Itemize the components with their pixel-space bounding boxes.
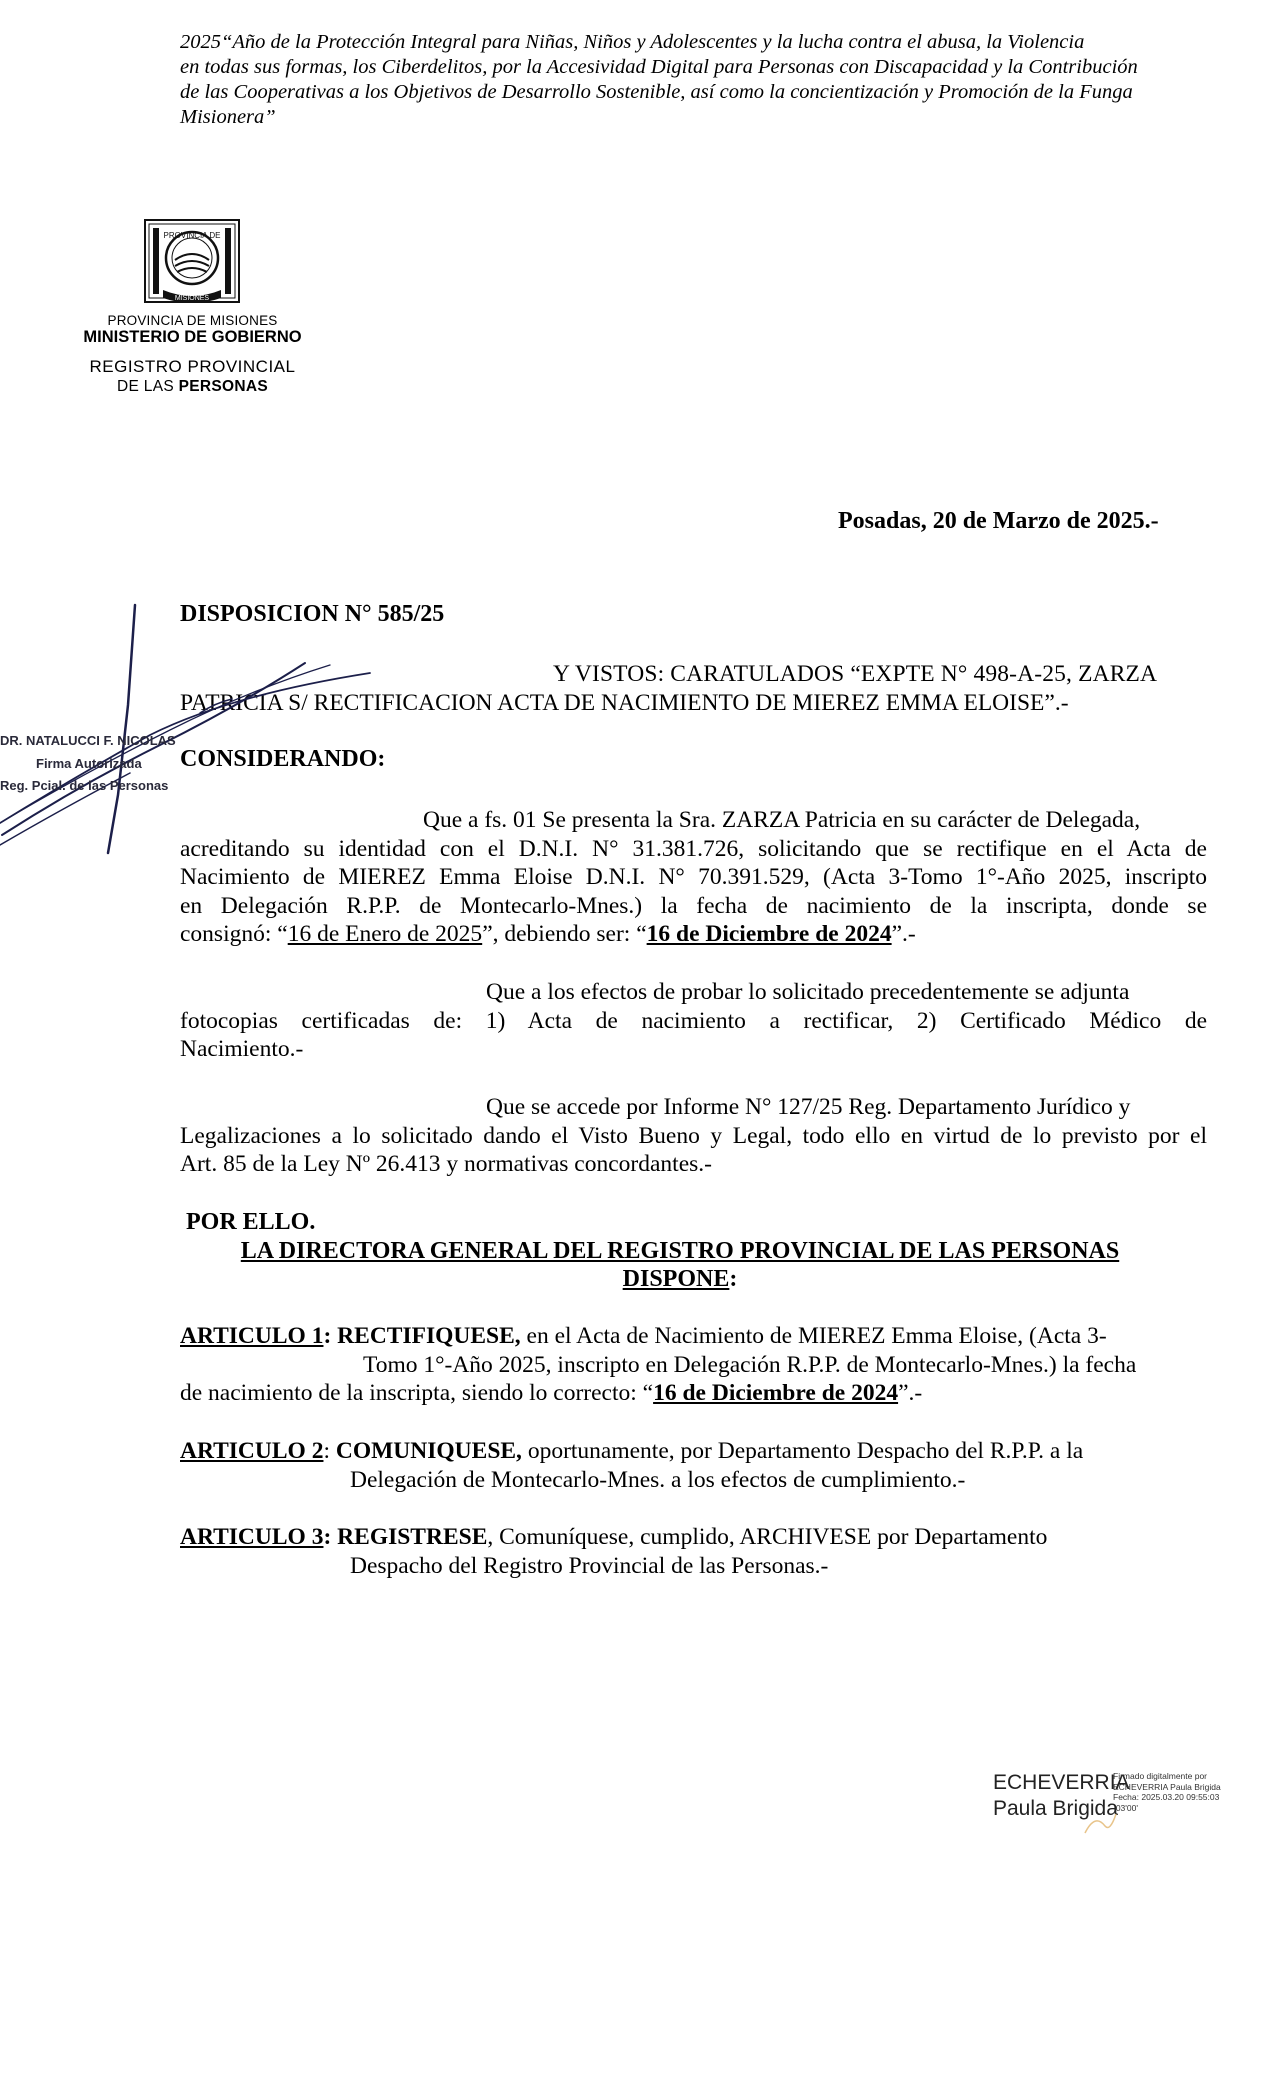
- province-crest-icon: [143, 218, 241, 304]
- por-ello: POR ELLO.: [186, 1209, 316, 1235]
- registry-line-2-prefix: DE LAS: [117, 378, 179, 395]
- directora-line: LA DIRECTORA GENERAL DEL REGISTRO PROVINCIAL DE LAS PERSONAS: [240, 1238, 1120, 1264]
- art2-colon: :: [323, 1438, 336, 1464]
- header-registry-line-1: REGISTRO PROVINCIAL: [89, 357, 296, 376]
- p2-line-3: Nacimiento.-: [180, 1036, 304, 1062]
- motto-line-2: en todas sus formas, los Ciberdelitos, por la Accesividad Digital para Personas con Discapacidad y la Contribución: [180, 56, 1138, 78]
- dispone-line: [180, 1265, 1180, 1293]
- articulo-1: [180, 1322, 1207, 1408]
- art3-line-1: [180, 1523, 1207, 1552]
- art1-label: ARTICULO 1: [180, 1323, 324, 1349]
- art1-line-2: Tomo 1°-Año 2025, inscripto en Delegación R.P.P. de Montecarlo-Mnes.) la fecha: [363, 1351, 1137, 1378]
- vistos-line-2: PATRICIA S/ RECTIFICACION ACTA DE NACIMIENTO DE MIEREZ EMMA ELOISE”.-: [180, 689, 1069, 716]
- digital-signature-details: [1113, 1771, 1221, 1813]
- registry-line-2-bold: PERSONAS: [178, 378, 268, 395]
- motto-line-1: 2025“Año de la Protección Integral para Niñas, Niños y Adolescentes y la lucha contra el abusa, la Violencia: [180, 31, 1085, 53]
- art1-line-1: [180, 1322, 1207, 1351]
- motto-line-4: Misionera”: [180, 106, 276, 128]
- art3-verb: REGISTRESE: [337, 1524, 488, 1550]
- p1-consigno: consignó: “: [180, 921, 288, 947]
- p1-debiendo: ”, debiendo ser: “: [482, 921, 647, 947]
- motto-line-3: de las Cooperativas a los Objetivos de Desarrollo Sostenible, así como la concientización y Promoción de la Funga: [180, 81, 1133, 103]
- directora-block: [180, 1237, 1180, 1293]
- dispone-colon: :: [729, 1266, 738, 1292]
- digital-signature-name: Paula Brigida: [993, 1797, 1118, 1820]
- document-date: Posadas, 20 de Marzo de 2025.-: [838, 508, 1159, 534]
- p1-line-4: en Delegación R.P.P. de Montecarlo-Mnes.) la fecha de nacimiento de la inscripta, donde se: [180, 892, 1207, 919]
- p1-wrong-date: 16 de Enero de 2025: [287, 921, 483, 947]
- p1-correct-date: 16 de Diciembre de 2024: [646, 921, 892, 947]
- crest-text-bottom: MISIONES: [174, 295, 210, 302]
- header-ministry: MINISTERIO DE GOBIERNO: [83, 328, 302, 346]
- art1-line-3-a: de nacimiento de la inscripta, siendo lo correcto: “: [180, 1380, 654, 1406]
- p1-line-3: Nacimiento de MIEREZ Emma Eloise D.N.I. N° 70.391.529, (Acta 3-Tomo 1°-Año 2025, inscripto: [180, 864, 1207, 890]
- digital-signature-info-2: ECHEVERRIA Paula Brigida: [1113, 1781, 1221, 1792]
- articulo-3: [180, 1523, 1207, 1580]
- handwritten-signature-icon: [0, 595, 380, 865]
- art3-colon: :: [323, 1524, 338, 1550]
- disposition-title: DISPOSICION N° 585/25: [180, 601, 445, 627]
- digital-signature-info-3: Fecha: 2025.03.20 09:55:03: [1113, 1792, 1220, 1802]
- digital-signature-info-4: -03'00': [1113, 1802, 1138, 1813]
- stamp-registry: Reg. Pcial. de las Personas: [0, 778, 169, 793]
- digital-signature-info-1: Firmado digitalmente por: [1113, 1771, 1208, 1781]
- considerando-paragraph-2: [180, 978, 1207, 1064]
- p3-line-2: Legalizaciones a lo solicitado dando el Visto Bueno y Legal, todo ello en virtud de lo previsto por el: [180, 1122, 1207, 1149]
- stamp-name: DR. NATALUCCI F. NICOLAS: [0, 733, 176, 748]
- art1-verb: RECTIFIQUESE,: [337, 1323, 521, 1349]
- header-province: PROVINCIA DE MISIONES: [107, 313, 278, 328]
- p1-line-1: Que a fs. 01 Se presenta la Sra. ZARZA Patricia en su carácter de Delegada,: [423, 807, 1141, 833]
- p1-end: ”.-: [891, 921, 916, 947]
- stamp-authorized: Firma Autorizada: [36, 756, 142, 771]
- art1-line-3-end: ”.-: [898, 1380, 923, 1406]
- art1-line-1-rest: en el Acta de Nacimiento de MIEREZ Emma Eloise, (Acta 3-: [520, 1323, 1107, 1349]
- art2-verb: COMUNIQUESE,: [335, 1438, 522, 1464]
- vistos-line-1: Y VISTOS: CARATULADOS “EXPTE N° 498-A-25, ZARZA: [553, 661, 1158, 687]
- art2-label: ARTICULO 2: [180, 1438, 324, 1464]
- art1-correct-date: 16 de Diciembre de 2024: [653, 1380, 899, 1406]
- p2-line-1: Que a los efectos de probar lo solicitado precedentemente se adjunta: [486, 979, 1130, 1005]
- p1-line-5: [180, 920, 1207, 949]
- art2-line-2: Delegación de Montecarlo-Mnes. a los efectos de cumplimiento.-: [350, 1466, 966, 1493]
- header-registry-line-2: [70, 378, 315, 396]
- considerando-heading: CONSIDERANDO:: [180, 746, 386, 772]
- p2-line-2: fotocopias certificadas de: 1) Acta de nacimiento a rectificar, 2) Certificado Médico de: [180, 1007, 1207, 1034]
- considerando-paragraph-3: [180, 1093, 1207, 1179]
- digital-signature-surname: ECHEVERRIA: [993, 1771, 1130, 1794]
- p1-line-2: acreditando su identidad con el D.N.I. N° 31.381.726, solicitando que se rectifique en el Acta de: [180, 835, 1207, 862]
- art3-label: ARTICULO 3: [180, 1524, 324, 1550]
- art1-colon: :: [323, 1323, 338, 1349]
- art1-line-3: [180, 1379, 1207, 1408]
- crest-text-top: PROVINCIA DE: [163, 231, 221, 240]
- art2-line-1: [180, 1437, 1207, 1466]
- p3-line-1: Que se accede por Informe N° 127/25 Reg. Departamento Jurídico y: [486, 1094, 1131, 1120]
- art2-line-1-rest: oportunamente, por Departamento Despacho del R.P.P. a la: [521, 1438, 1084, 1464]
- art3-line-2: Despacho del Registro Provincial de las Personas.-: [350, 1552, 829, 1579]
- dispone-word: DISPONE: [622, 1266, 730, 1292]
- art3-line-1-rest: , Comuníquese, cumplido, ARCHIVESE por Departamento: [487, 1524, 1048, 1550]
- articulo-2: [180, 1437, 1207, 1494]
- p3-line-3: Art. 85 de la Ley Nº 26.413 y normativas concordantes.-: [180, 1151, 712, 1177]
- year-motto: [180, 30, 1180, 130]
